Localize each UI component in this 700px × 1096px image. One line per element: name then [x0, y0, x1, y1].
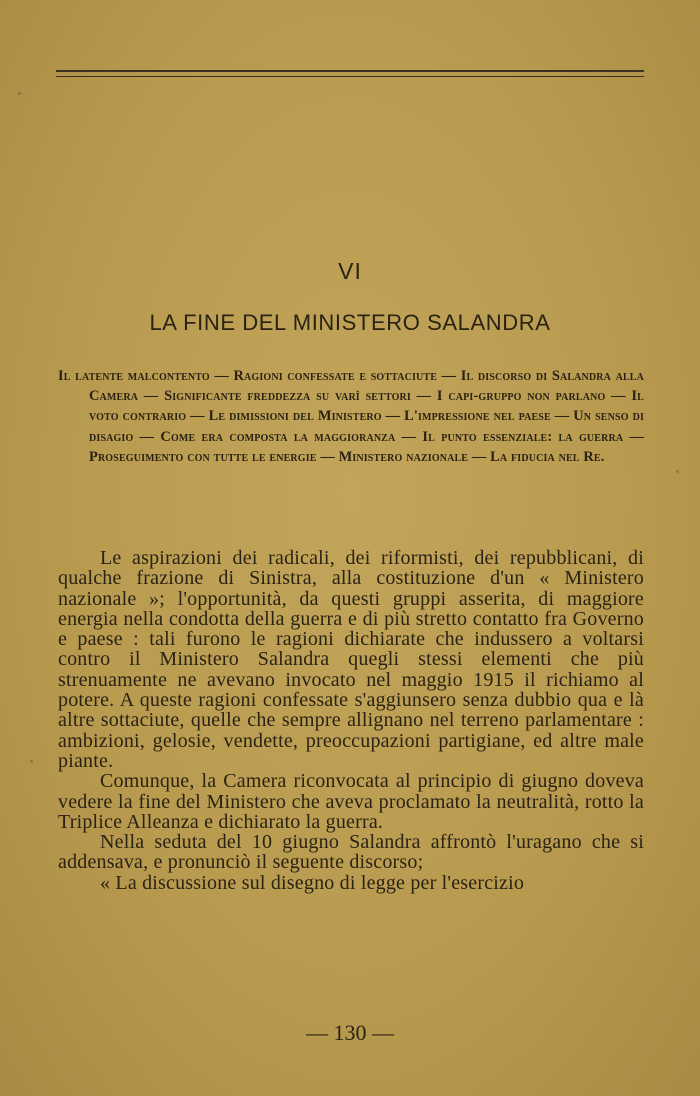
- chapter-number: VI: [338, 258, 362, 284]
- paragraph: Comunque, la Camera riconvocata al principio di giugno doveva vedere la fine del Ministero che aveva proclamato la neutralità, rotto la Triplice Alleanza e dichiarato la guerra.: [58, 770, 644, 833]
- paragraph: Le aspirazioni dei radicali, dei riformisti, dei repubblicani, di qualche frazione di Sinistra, alla costituzione d'un « Ministero nazionale »; l'opportunità, da questi gruppi asserita, di maggiore energia nella condotta della guerra e di più stretto contatto fra Governo e paese : tali furono le ragioni dichiarate che indussero a voltarsi contro il Ministero Salandra quegli stessi elementi che più strenuamente ne avevano invocato nel maggio 1915 il richiamo al potere. A queste ragioni confessate s'aggiunsero senza dubbio qua e là altre sottaciute, quelle che sempre allignano nel terreno parlamentare : ambizioni, gelosie, vendette, preoccupazioni partigiane, ed altre male piante.: [58, 547, 644, 772]
- top-rule: [56, 70, 644, 72]
- chapter-title: LA FINE DEL MINISTERO SALANDRA: [149, 310, 551, 335]
- paper-speck: [676, 470, 679, 473]
- paper-speck: [30, 760, 33, 763]
- body-text: [58, 548, 644, 893]
- chapter-summary: Il latente malcontento — Ragioni confessate e sottaciute — Il discorso di Salandra alla Camera — Significante freddezza su varî settori — I capi-gruppo non parlano — Il voto contrario — Le dimissioni del Ministero — L'impressione nel paese — Un senso di disagio — Come era composta la maggioranza — Il punto essenziale: la guerra — Proseguimento con tutte le energie — Ministero nazionale — La fiducia nel Re.: [58, 368, 644, 465]
- paper-speck: [18, 92, 21, 95]
- top-rule-thin: [56, 76, 644, 77]
- page-number: — 130 —: [306, 1020, 394, 1045]
- paragraph: Nella seduta del 10 giugno Salandra affrontò l'uragano che si addensava, e pronunciò il seguente discorso;: [58, 831, 644, 874]
- paragraph: « La discussione sul disegno di legge per l'esercizio: [100, 871, 525, 894]
